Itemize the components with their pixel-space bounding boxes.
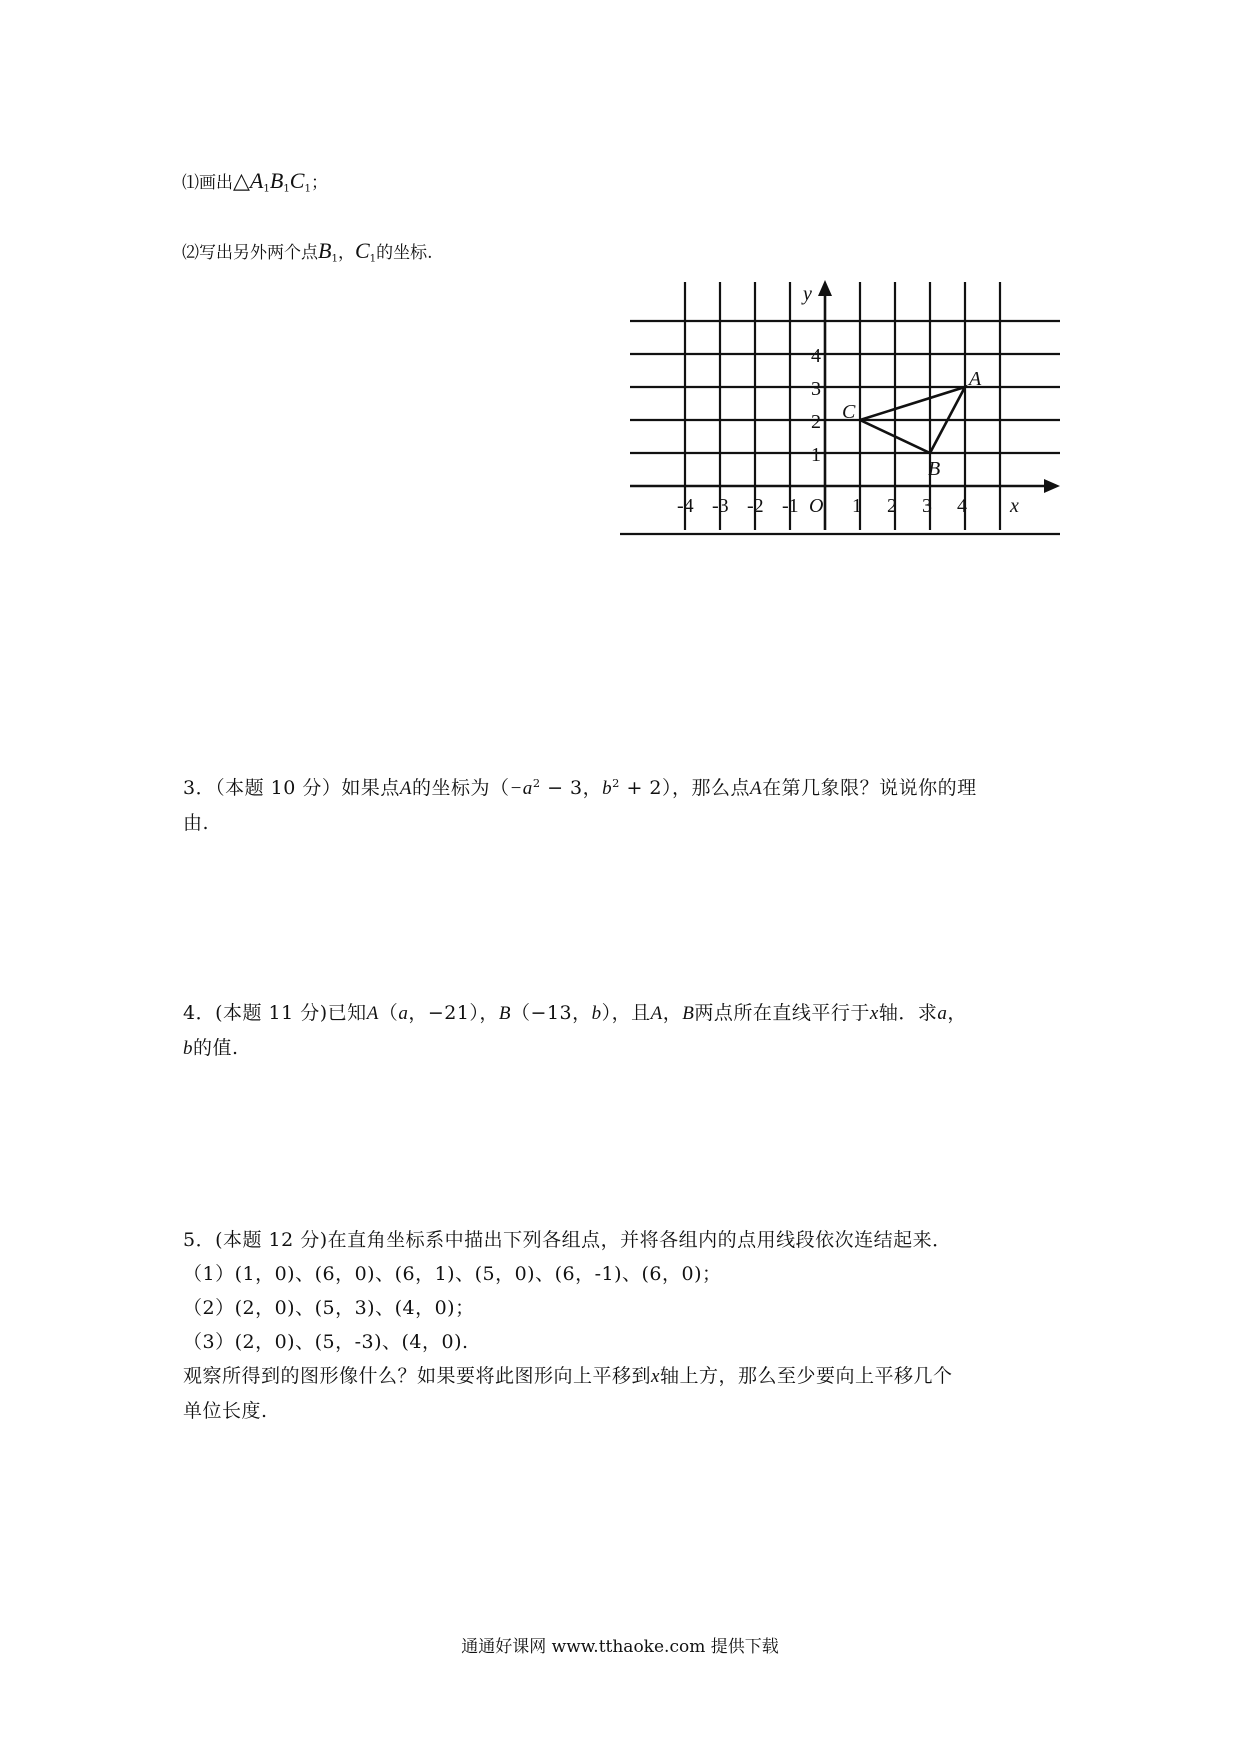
point-b: B	[498, 1003, 512, 1024]
x-tick-label: 1	[852, 495, 862, 517]
var-x: x	[869, 1003, 879, 1024]
x-axis-arrow	[1044, 479, 1060, 493]
x-axis-label: x	[1010, 495, 1019, 517]
q3-text: （本题 10 分）如果点	[215, 777, 400, 799]
footer: 通通好课网 www.tthaoke.com 提供下载	[461, 1637, 779, 1657]
y-tick-label: 3	[811, 378, 821, 400]
point-a: A	[750, 778, 763, 799]
triangle-symbol: △	[233, 169, 250, 194]
q4-text: 的值.	[193, 1037, 239, 1059]
comma: ，	[582, 777, 603, 799]
x-tick-label: -3	[712, 495, 729, 517]
subscript: 1	[369, 253, 377, 265]
var-x: x	[651, 1366, 660, 1387]
point-label-c: C	[842, 401, 856, 423]
label-c: C	[289, 168, 305, 193]
x-tick-label: 4	[957, 495, 967, 517]
q5-line3: （2）(2，0)、(5，3)、(4，0)；	[183, 1297, 475, 1319]
subscript: 1	[331, 253, 338, 265]
q5-line6: 单位长度.	[183, 1400, 268, 1422]
q4-line2	[183, 1033, 239, 1060]
q3-text: ），那么点	[662, 777, 751, 799]
comma: ，	[947, 1002, 967, 1024]
expr-neg-a: −a	[509, 778, 533, 799]
var-a: a	[937, 1003, 948, 1024]
var-b: b	[591, 1003, 602, 1024]
label-b: B	[269, 168, 284, 193]
x-tick-label: -4	[677, 495, 694, 517]
q4-line1	[183, 998, 967, 1025]
subscript: 1	[283, 183, 290, 195]
label-c: C	[354, 238, 370, 263]
paren: （	[378, 1002, 399, 1024]
q3-text: 在第几象限？说说你的理	[762, 777, 977, 799]
suffix: 的坐标.	[376, 243, 433, 263]
var-b: b	[183, 1038, 193, 1059]
y-tick-label: 2	[811, 411, 821, 433]
x-tick-label: 3	[922, 495, 932, 517]
origin-label: O	[809, 495, 824, 517]
point-b: B	[682, 1003, 695, 1024]
exponent: 2	[612, 776, 620, 791]
q4-text: （−13，	[511, 1002, 592, 1024]
label-b: B	[318, 238, 332, 263]
q5-line4: （3）(2，0)、(5，-3)、(4，0).	[183, 1331, 469, 1353]
y-tick-label: 1	[811, 444, 821, 466]
expr-plus-2: + 2	[619, 777, 663, 799]
q4-number: 4．	[183, 1002, 216, 1024]
q3-line2: 由.	[183, 812, 210, 834]
point-a: A	[399, 778, 412, 799]
comma: ，	[662, 1002, 683, 1024]
var-a: a	[398, 1003, 409, 1024]
q2-part1-prefix: ⑴画出	[182, 173, 233, 193]
exponent: 2	[532, 776, 541, 791]
x-tick-label: -1	[782, 495, 799, 517]
q2-part1	[182, 168, 328, 195]
expr-minus-3: − 3	[540, 777, 583, 799]
y-axis-arrow	[818, 280, 832, 296]
subscript: 1	[304, 183, 311, 195]
comma: ，	[337, 243, 355, 263]
point-a: A	[366, 1003, 379, 1024]
q2-part2	[182, 238, 433, 265]
point-label-b: B	[928, 458, 941, 480]
label-a: A	[249, 168, 264, 193]
q4-text: 轴．求	[878, 1002, 938, 1024]
q3-number: 3．	[183, 777, 216, 799]
q4-text: ），且	[601, 1002, 651, 1024]
q4-text: ，−21），	[408, 1002, 499, 1024]
coordinate-grid	[620, 280, 1070, 545]
q4-text: (本题 11 分)已知	[215, 1002, 367, 1024]
point-a: A	[650, 1003, 663, 1024]
suffix: ；	[310, 173, 328, 193]
q5-text: 观察所得到的图形像什么？如果要将此图形向上平移到	[183, 1365, 652, 1387]
subscript: 1	[263, 183, 270, 195]
point-label-a: A	[969, 368, 982, 390]
q2-part2-prefix: ⑵写出另外两个点	[182, 243, 318, 263]
expr-b: b	[602, 778, 613, 799]
x-tick-label: -2	[747, 495, 764, 517]
q5-line2: （1）(1，0)、(6，0)、(6，1)、(5，0)、(6，-1)、(6，0)；	[183, 1263, 722, 1285]
y-axis-label: y	[803, 283, 812, 305]
q3-line1	[183, 773, 977, 800]
x-tick-label: 2	[887, 495, 897, 517]
q5-line5	[183, 1361, 952, 1388]
q4-text: 两点所在直线平行于	[694, 1002, 870, 1024]
q3-text: 的坐标为（	[411, 777, 510, 799]
y-tick-label: 4	[811, 345, 821, 367]
q5-line1: 5．(本题 12 分)在直角坐标系中描出下列各组点，并将各组内的点用线段依次连结起来．	[183, 1229, 952, 1251]
q5-text: 轴上方，那么至少要向上平移几个	[659, 1365, 953, 1387]
